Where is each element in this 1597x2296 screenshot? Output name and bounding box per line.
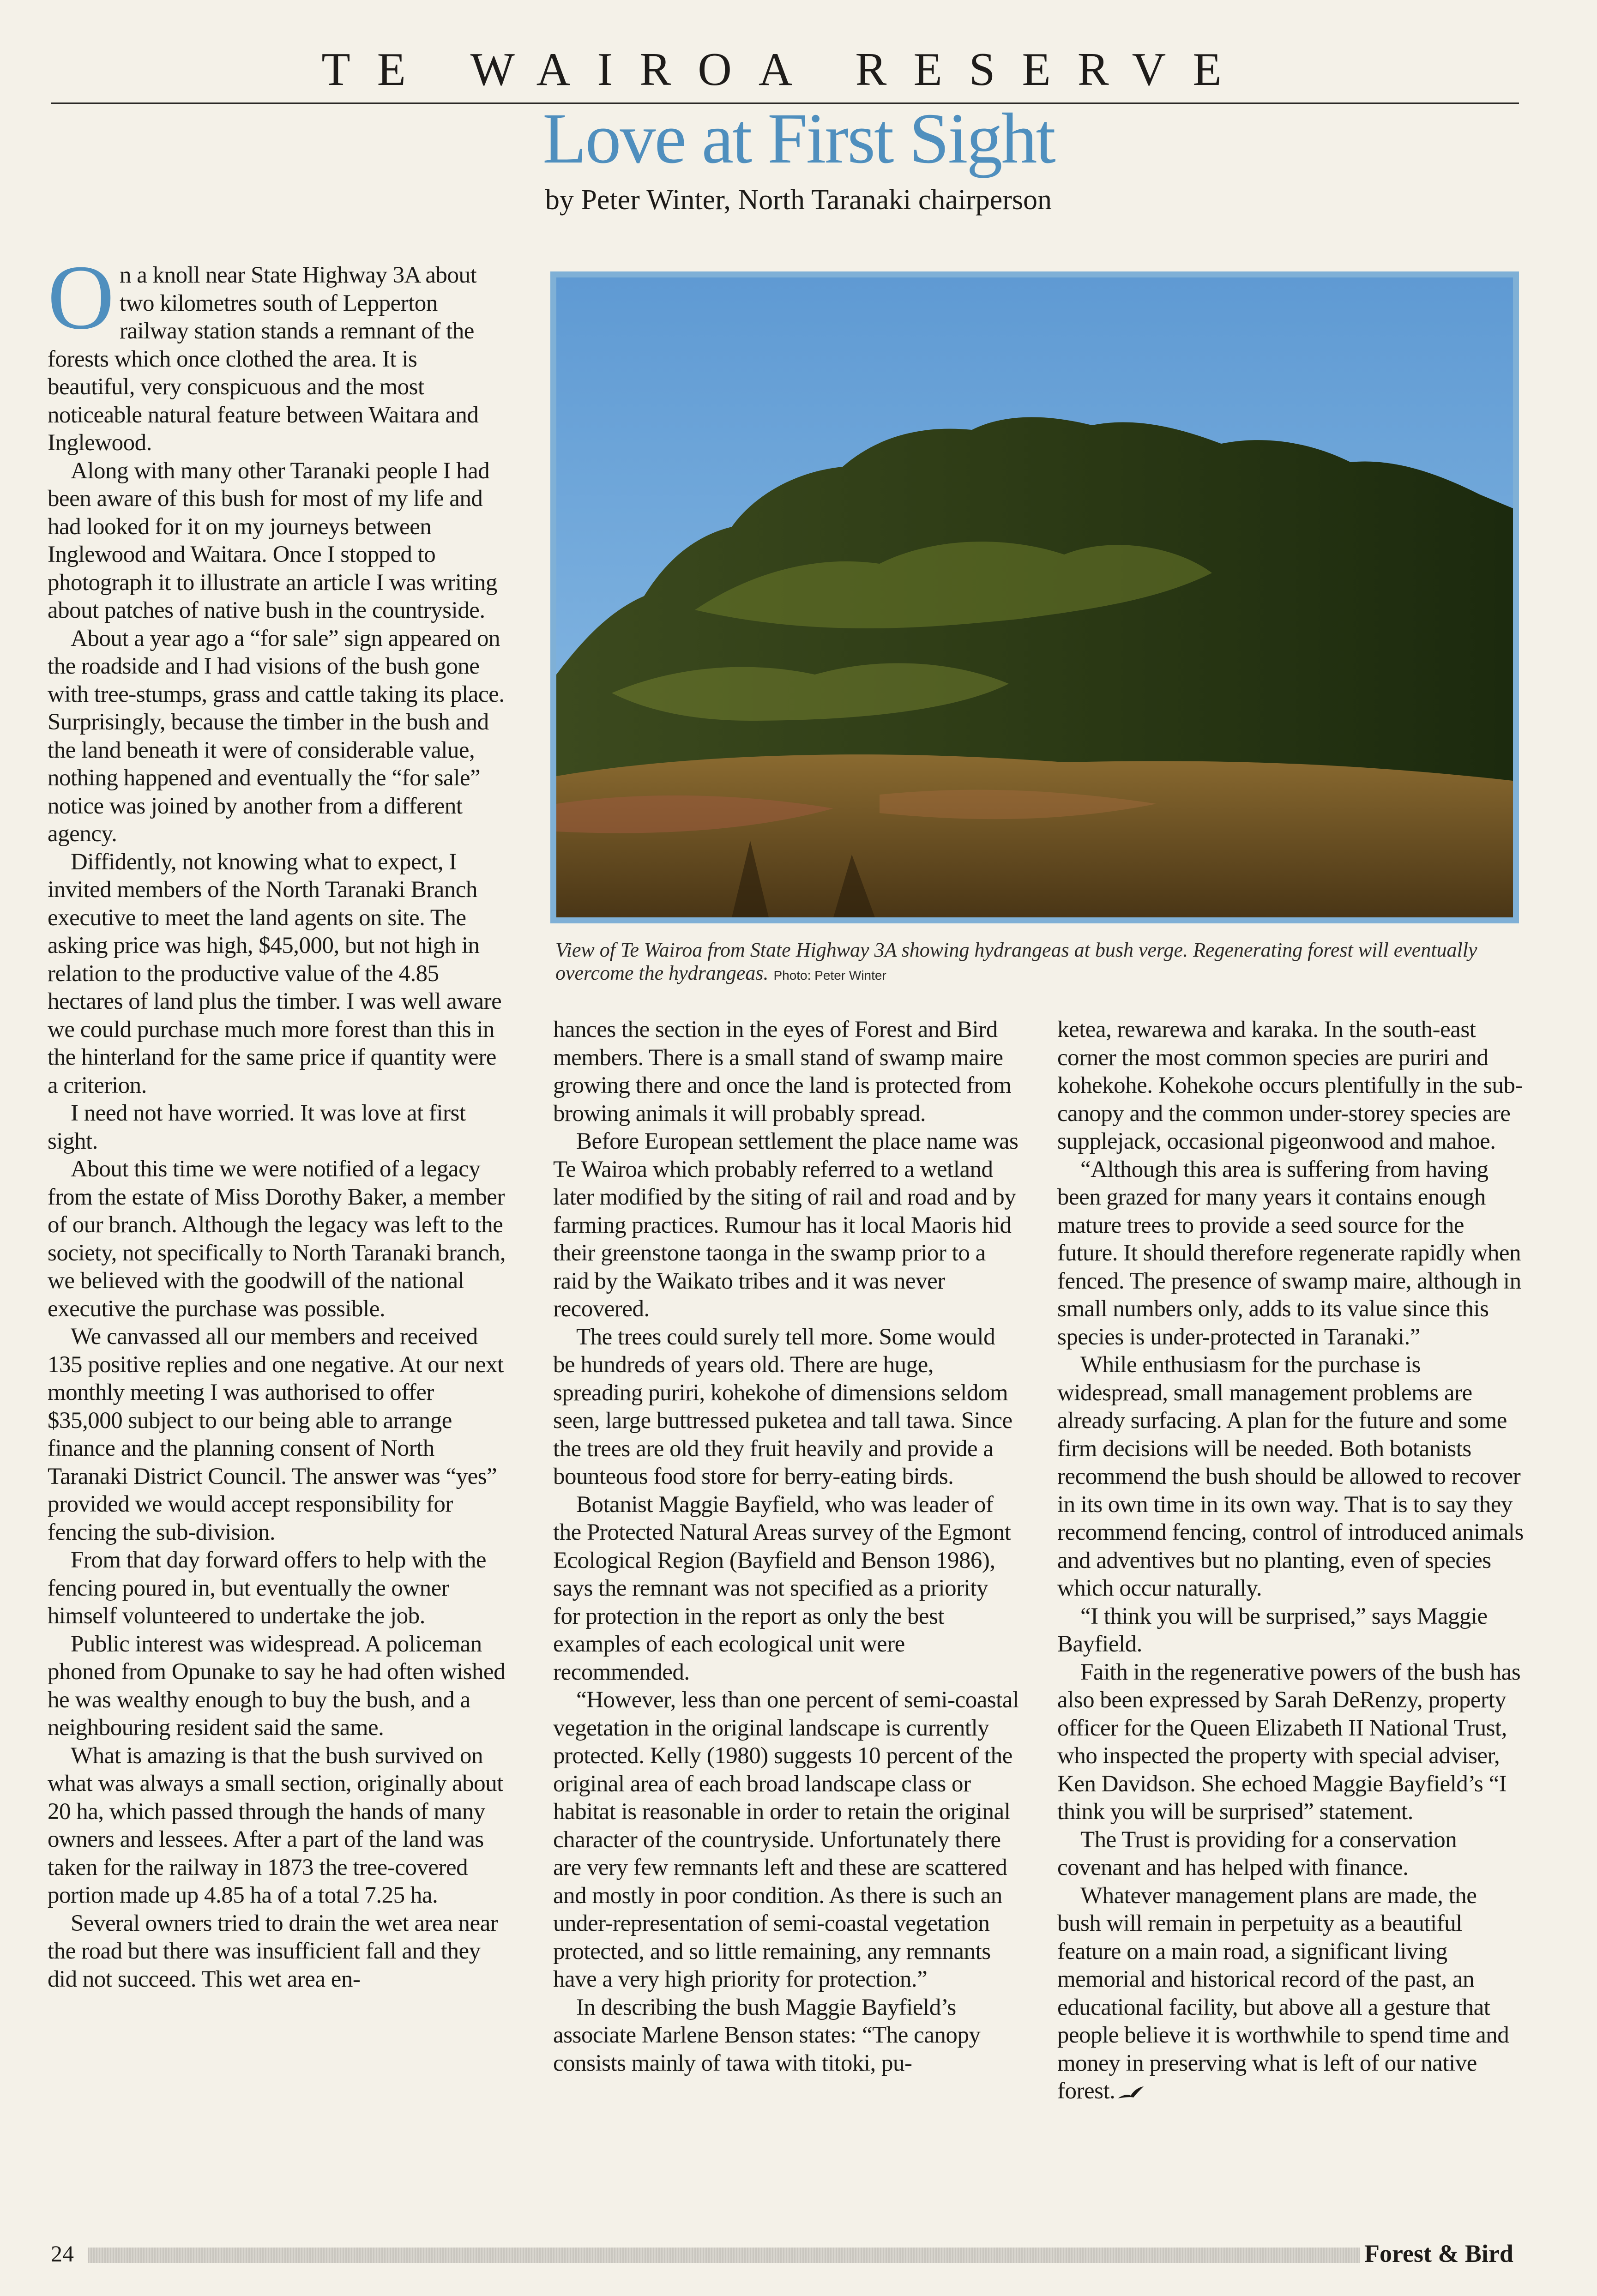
article-paragraph: What is amazing is that the bush survived on what was always a small section, originally about 20 ha, which passed through the hands of many owners and lessees. After a part of the land was taken for the railway in 1873 the tree-covered portion made up 4.85 ha of a total 7.25 ha. (48, 1742, 503, 1908)
bird-icon (1117, 2085, 1145, 2101)
article-column-3 (1057, 1016, 1524, 2105)
page-number: 24 (51, 2241, 74, 2266)
photo-credit: Photo: Peter Winter (773, 968, 886, 982)
article-paragraph: About a year ago a “for sale” sign appeared on the roadside and I had visions of the bush gone with tree-stumps, grass and cattle taking its place. Surprisingly, because the timber in the bush and the land beneath it were of considerable value, nothing happened and eventually the “for sale” notice was joined by another from a different agency. (48, 625, 505, 847)
article-paragraph: “I think you will be surprised,” says Maggie Bayfield. (1057, 1603, 1488, 1657)
article-paragraph: Before European settlement the place name was Te Wairoa which probably referred to a wetland later modified by the siting of rail and road and by farming practices. Rumour has it local Maoris hid their greenstone taonga in the swamp prior to a raid by the Waikato tribes and it was never recovered. (553, 1128, 1018, 1322)
article-paragraph: “However, less than one percent of semi-coastal vegetation in the original landscape is currently protected. Kelly (1980) suggests 10 percent of the original area of each broad landscape class or habitat is reasonable in order to retain the original character of the countryside. Unfortunately there are very few remnants left and these are scattered and mostly in poor condition. As there is such an under-representation of semi-coastal vegetation protected, and so little remaining, any remnants have a very high priority for protection.” (553, 1687, 1019, 1992)
article-title: Love at First Sight (542, 98, 1055, 178)
article-paragraph: “Although this area is suffering from having been grazed for many years it contains enough mature trees to provide a seed source for the future. It should therefore regenerate rapidly when fenced. The presence of swamp maire, although in small numbers only, adds to its value since this species is under-protected in Taranaki.” (1057, 1156, 1521, 1350)
byline: by Peter Winter, North Taranaki chairperson (545, 184, 1052, 216)
article-paragraph: The trees could surely tell more. Some would be hundreds of years old. There are huge, spreading puriri, kohekohe of dimensions seldom seen, large buttressed puketea and tall tawa. Since the trees are old they fruit heavily and provide a bounteous food store for berry-eating birds. (553, 1324, 1012, 1489)
article-paragraph: Diffidently, not knowing what to expect, I invited members of the North Taranaki Branch executive to meet the land agents on site. The asking price was high, $45,000, but not high in relation to the productive value of the 4.85 hectares of land plus the timber. I was well aware we could purchase much more forest than this in the hinterland for the same price if quantity were a criterion. (48, 849, 502, 1098)
article-paragraph: Along with many other Taranaki people I had been aware of this bush for most of my life and had looked for it on my journeys between Inglewood and Waitara. Once I stopped to photograph it to illustrate an article I was writing about patches of native bush in the countryside. (48, 458, 497, 623)
article-paragraph: About this time we were notified of a legacy from the estate of Miss Dorothy Baker, a member of our branch. Although the legacy was left to the society, not specifically to North Taranaki branch, we believed with the goodwill of the national executive the purchase was possible. (48, 1156, 506, 1322)
article-paragraph: From that day forward offers to help with the fencing poured in, but eventually the owner himself volunteered to undertake the job. (48, 1547, 487, 1629)
article-paragraph: hances the section in the eyes of Forest and Bird members. There is a small stand of swamp maire growing there and once the land is protected from browing animals it will probably spread. (553, 1017, 1012, 1127)
photo-caption (555, 939, 1502, 987)
article-column-1 (48, 247, 509, 1993)
article-paragraph: In describing the bush Maggie Bayfield’s associate Marlene Benson states: “The canopy consists mainly of tawa with titoki, pu- (553, 1994, 981, 2076)
landscape-photo (550, 271, 1519, 923)
article-paragraph: ketea, rewarewa and karaka. In the south-east corner the most common species are puriri and kohekohe. Kohekohe occurs plentifully in the sub-canopy and the common under-storey species are supplejack, occasional pigeonwood and mahoe. (1057, 1017, 1523, 1154)
caption-text: View of Te Wairoa from State Highway 3A showing hydrangeas at bush verge. Regenerating forest will eventually overcome the hydrangeas. (555, 939, 1477, 984)
article-paragraph: Whatever management plans are made, the bush will remain in perpetuity as a beautiful feature on a main road, a significant living memorial and historical record of the past, an educational facility, but above all a gesture that people believe it is worthwhile to spend time and money in preserving what is left of our native forest. (1057, 1882, 1509, 2104)
article-paragraph: Botanist Maggie Bayfield, who was leader of the Protected Natural Areas survey of the Egmont Ecological Region (Bayfield and Benson 1986), says the remnant was not specified as a priority for protection in the report as only the best examples of each ecological unit were recommended. (553, 1491, 1011, 1685)
footer-bar (88, 2248, 1360, 2263)
article-paragraph: Several owners tried to drain the wet area near the road but there was insufficient fall and they did not succeed. This wet area en- (48, 1910, 498, 1992)
article-paragraph: Public interest was widespread. A policeman phoned from Opunake to say he had often wished he was wealthy enough to buy the bush, and a neighbouring resident said the same. (48, 1631, 506, 1741)
article-paragraph: I need not have worried. It was love at first sight. (48, 1100, 466, 1154)
article-paragraph: The Trust is providing for a conservation covenant and has helped with finance. (1057, 1826, 1457, 1880)
bush-landscape-illustration (556, 277, 1513, 917)
article-paragraph: While enthusiasm for the purchase is widespread, small management problems are already surfacing. A plan for the future and some firm decisions will be needed. Both botanists recommend the bush should be allowed to recover in its own time in its own way. That is to say they recommend fencing, control of introduced animals and adventives but no planting, even of species which occur naturally. (1057, 1352, 1524, 1601)
article-column-2 (553, 1016, 1019, 2077)
magazine-brand: Forest & Bird (1364, 2240, 1513, 2267)
dropcap: O (48, 247, 114, 349)
article-paragraph: On a knoll near State Highway 3A about two kilometres south of Lepperton railway station stands a remnant of the forests which once clothed the area. It is beautiful, very conspicuous and the most noticeable natural feature between Waitara and Inglewood. (48, 247, 479, 456)
article-paragraph: Faith in the regenerative powers of the bush has also been expressed by Sarah DeRenzy, property officer for the Queen Elizabeth II National Trust, who inspected the property with special adviser, Ken Davidson. She echoed Maggie Bayfield’s “I think you will be surprised” statement. (1057, 1659, 1521, 1825)
section-kicker: TE WAIROA RESERVE (321, 43, 1248, 96)
article-paragraph: We canvassed all our members and received 135 positive replies and one negative. At our next monthly meeting I was authorised to offer $35,000 subject to our being able to arrange finance and the planning consent of North Taranaki District Council. The answer was “yes” provided we would accept responsibility for fencing the sub-division. (48, 1324, 504, 1545)
